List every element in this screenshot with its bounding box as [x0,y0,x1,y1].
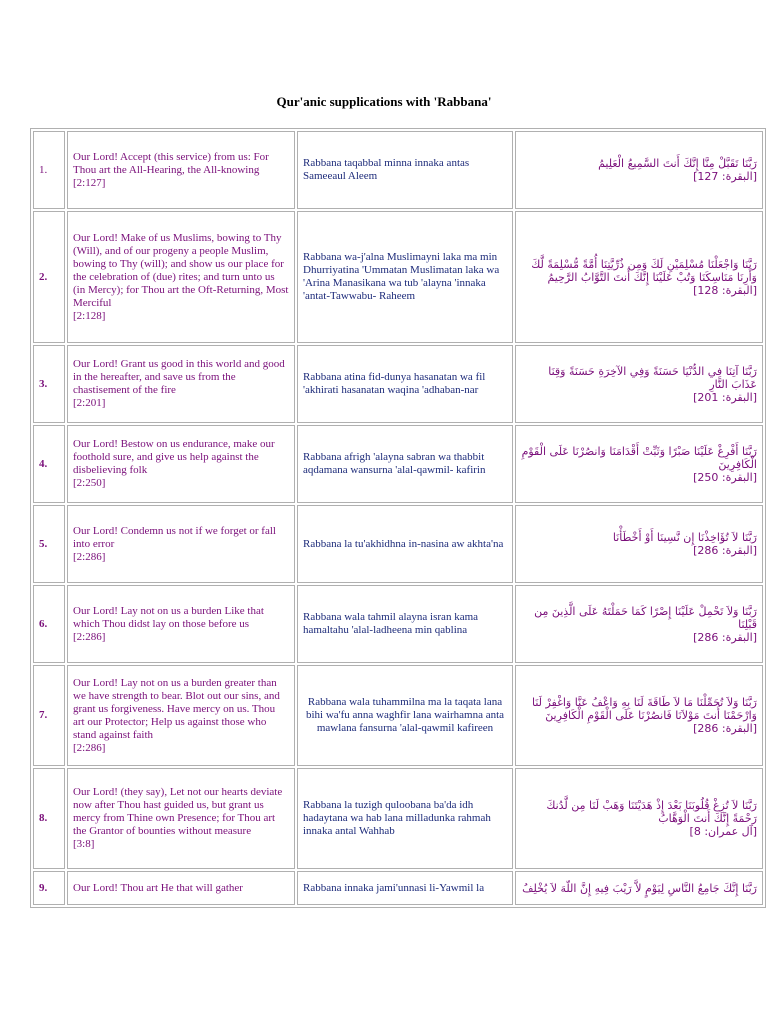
arabic-text: رَبَّنَا وَاجْعَلْنَا مُسْلِمَيْنِ لَكَ وَمِن ذُرِّيَّتِنَا أُمَّةً مُّسْلِمَةً لَّكَ وَأَرِنَا مَنَاسِكَنَا وَتُبْ عَلَيْنَا إِنَّكَ أَنتَ التَّوَّابُ الرَّحِيمُ [531,257,757,284]
english-cell [67,665,295,766]
english-cell [67,768,295,869]
table-row [33,211,763,343]
row-number: 4. [33,425,65,503]
english-reference: [3:8] [73,838,95,850]
table-row [33,871,763,905]
row-number: 3. [33,345,65,423]
english-text: Our Lord! Thou art He that will gather [73,881,243,894]
english-reference: [2:201] [73,397,106,409]
arabic-reference: [البقرة: 127] [693,170,757,183]
arabic-reference: [آل عمران: 8] [689,825,757,838]
english-text: Our Lord! Lay not on us a burden Like that which Thou didst lay on those before us [73,604,264,630]
arabic-text: رَبَّنَا آتِنَا فِي الدُّنْيَا حَسَنَةً وَفِي الآخِرَةِ حَسَنَةً وَقِنَا عَذَابَ النَّارِ [548,364,757,391]
transliteration-cell: Rabbana taqabbal minna innaka antas Sameeaul Aleem [297,131,513,209]
arabic-text: رَبَّنَا أَفْرِغْ عَلَيْنَا صَبْرًا وَثَبِّتْ أَقْدَامَنَا وَانصُرْنَا عَلَى الْقَوْمِ الْكَافِرِينَ [521,444,757,471]
table-row [33,131,763,209]
english-text: Our Lord! Make of us Muslims, bowing to Thy (Will), and of our progeny a people Muslim, bowing to Thy (will); and show us our place for the celebration of (due) rites; and turn unto us (in Mercy); for Thou art the Oft-Returning, Most Merciful [73,231,289,309]
table-row [33,768,763,869]
transliteration-cell: Rabbana la tuzigh quloobana ba'da idh hadaytana wa hab lana milladunka rahmah innaka antal Wahhab [297,768,513,869]
row-number: 9. [33,871,65,905]
arabic-reference: [البقرة: 128] [693,283,757,297]
arabic-cell [515,505,763,583]
transliteration-cell: Rabbana wa-j'alna Muslimayni laka ma min Dhurriyatina 'Ummatan Muslimatan laka wa 'Arina Manasikana wa tub 'alayna 'innaka 'antat-Tawwabu- Raheem [297,211,513,343]
english-reference: [2:286] [73,630,106,643]
english-reference: [2:250] [73,477,106,489]
arabic-reference: [البقرة: 286] [693,544,757,557]
arabic-cell [515,768,763,869]
arabic-text: رَبَّنَا لاَ تُؤَاخِذْنَا إِن نَّسِينَا أَوْ أَخْطَأْنَا [612,531,757,544]
transliteration-cell: Rabbana afrigh 'alayna sabran wa thabbit aqdamana wansurna 'alal-qawmil- kafirin [297,425,513,503]
table-row [33,665,763,766]
arabic-text: رَبَّنَا وَلاَ تَحْمِلْ عَلَيْنَا إِصْرًا كَمَا حَمَلْتَهُ عَلَى الَّذِينَ مِن قَبْلِنَا [534,604,757,631]
english-cell [67,131,295,209]
transliteration-cell: Rabbana atina fid-dunya hasanatan wa fil 'akhirati hasanatan waqina 'adhaban-nar [297,345,513,423]
english-text: Our Lord! Bestow on us endurance, make our foothold sure, and give us help against the disbelieving folk [73,438,275,476]
arabic-text: رَبَّنَا وَلاَ تُحَمِّلْنَا مَا لاَ طَاقَةَ لَنَا بِهِ وَاعْفُ عَنَّا وَاغْفِرْ لَنَا وَارْحَمْنَا أَنتَ مَوْلاَنَا فَانصُرْنَا عَلَى الْقَوْمِ الْكَافِرِينَ [531,696,757,722]
page-title: Qur'anic supplications with 'Rabbana' [276,94,492,109]
english-cell [67,585,295,663]
arabic-reference: [البقرة: 286] [693,722,757,735]
supplications-table [30,128,766,908]
english-text: Our Lord! Lay not on us a burden greater than we have strength to bear. Blot out our sins, and grant us forgiveness. Have mercy on us. Thou art our Protector; Help us against those who stand against faith [73,676,280,741]
english-text: Our Lord! Accept (this service) from us: For Thou art the All-Hearing, the All-knowing [73,150,269,176]
english-cell [67,211,295,343]
row-number: 2. [33,211,65,343]
arabic-text: رَبَّنَا إِنَّكَ جَامِعُ النَّاسِ لِيَوْمٍ لاَّ رَيْبَ فِيهِ إِنَّ اللّهَ لاَ يُخْلِفُ [522,881,757,895]
english-text: Our Lord! Grant us good in this world and good in the hereafter, and save us from the chastisement of the fire [73,358,285,396]
table-row [33,585,763,663]
transliteration-cell: Rabbana wala tuhammilna ma la taqata lana bihi wa'fu anna waghfir lana wairhamna anta mawlana fansurna 'alal-qawmil kafireen [297,665,513,766]
english-text: Our Lord! Condemn us not if we forget or fall into error [73,524,276,550]
transliteration-cell: Rabbana innaka jami'unnasi li-Yawmil la [297,871,513,905]
arabic-cell [515,585,763,663]
english-cell [67,425,295,503]
row-number: 5. [33,505,65,583]
english-cell [67,871,295,905]
english-reference: [2:286] [73,550,106,563]
table-row [33,425,763,503]
english-reference: [2:128] [73,309,106,322]
arabic-cell [515,425,763,503]
english-cell [67,345,295,423]
english-reference: [2:286] [73,741,106,754]
arabic-text: رَبَّنَا لاَ تُزِغْ قُلُوبَنَا بَعْدَ إِذْ هَدَيْتَنَا وَهَبْ لَنَا مِن لَّدُنكَ رَحْمَةً إِنَّكَ أَنتَ الْوَهَّابُ [546,799,757,825]
arabic-reference: [البقرة: 201] [693,390,757,404]
arabic-cell [515,131,763,209]
transliteration-cell: Rabbana wala tahmil alayna isran kama hamaltahu 'alal-ladheena min qablina [297,585,513,663]
arabic-cell [515,871,763,905]
transliteration-cell: Rabbana la tu'akhidhna in-nasina aw akhta'na [297,505,513,583]
arabic-reference: [البقرة: 250] [693,470,757,484]
arabic-text: رَبَّنَا تَقَبَّلْ مِنَّا إِنَّكَ أَنتَ السَّمِيعُ الْعَلِيمُ [598,157,757,170]
arabic-cell [515,665,763,766]
english-reference: [2:127] [73,176,106,189]
row-number: 7. [33,665,65,766]
english-text: Our Lord! (they say), Let not our hearts deviate now after Thou hast guided us, but grant us mercy from Thine own Presence; for Thou art the Grantor of bounties without measure [73,786,283,837]
english-cell [67,505,295,583]
table-row [33,505,763,583]
arabic-cell [515,211,763,343]
arabic-reference: [البقرة: 286] [693,630,757,644]
row-number: 1. [33,131,65,209]
row-number: 6. [33,585,65,663]
arabic-cell [515,345,763,423]
table-row [33,345,763,423]
row-number: 8. [33,768,65,869]
